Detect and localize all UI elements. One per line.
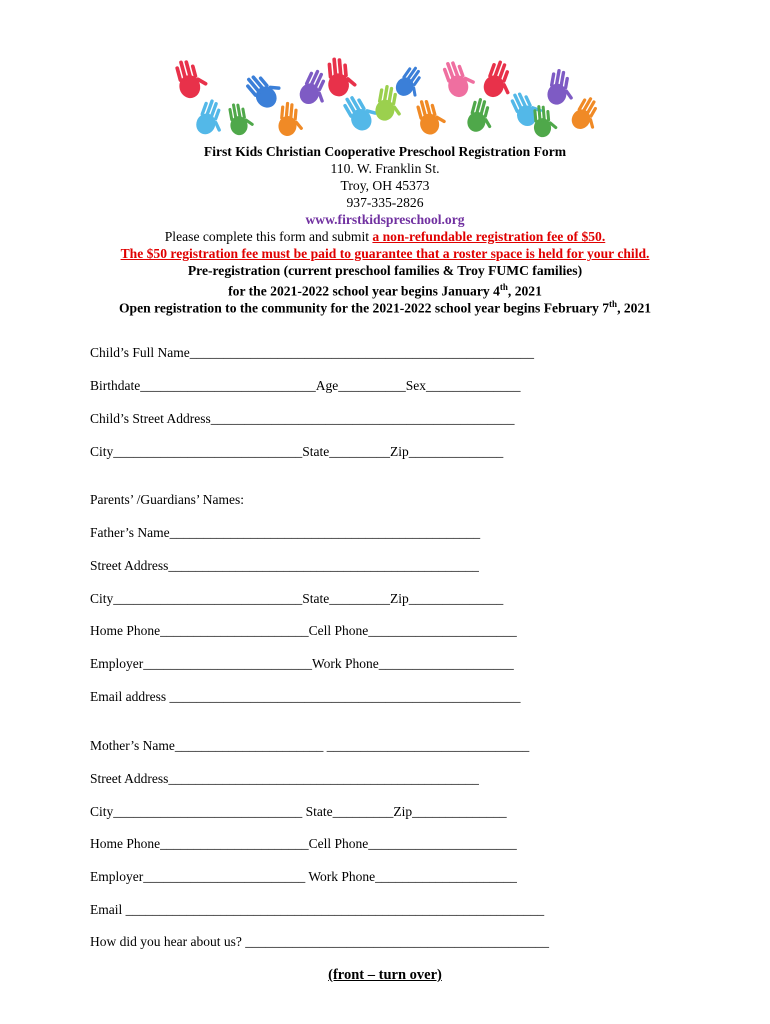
parents-heading: Parents’ /Guardians’ Names: xyxy=(90,492,244,507)
handprint-icon xyxy=(440,55,479,100)
open-registration-line xyxy=(0,296,770,317)
prereg-date-year: , 2021 xyxy=(507,283,542,299)
mother-name-field[interactable]: Mother’s Name______________________ ______________________________ xyxy=(90,738,530,753)
instructions-text: Please complete this form and submit xyxy=(164,229,373,244)
handprint-icon xyxy=(546,68,578,108)
father-city-state-zip-field[interactable]: City____________________________State_________Zip______________ xyxy=(90,591,504,606)
mother-street-address-field[interactable]: Street Address______________________________________________ xyxy=(90,771,479,786)
child-birthdate-age-sex-field[interactable]: Birthdate__________________________Age__________Sex______________ xyxy=(90,378,521,393)
open-reg-year: , 2021 xyxy=(617,300,652,316)
handprint-icon xyxy=(242,65,287,111)
mother-city-state-zip-field[interactable]: City____________________________ State_________Zip______________ xyxy=(90,804,507,819)
handprint-icon xyxy=(173,55,211,100)
mother-email-field[interactable]: Email ______________________________________________________________ xyxy=(90,902,545,917)
child-street-address-field[interactable]: Child’s Street Address_____________________________________________ xyxy=(90,411,515,426)
phone-number: 937-335-2826 xyxy=(346,195,424,210)
mother-employer-field[interactable]: Employer________________________ Work Phone_____________________ xyxy=(90,869,517,884)
turn-over-footer: (front – turn over) xyxy=(328,967,442,983)
father-name-field[interactable]: Father’s Name______________________________________________ xyxy=(90,525,481,540)
handprint-icon xyxy=(392,63,430,103)
open-reg-sup: th xyxy=(609,299,618,309)
preregistration-line-1: Pre-registration (current preschool families & Troy FUMC families) xyxy=(187,263,583,278)
father-phone-field[interactable]: Home Phone______________________Cell Phone______________________ xyxy=(90,623,517,638)
handprint-icon xyxy=(193,97,230,140)
fee-text: a non-refundable registration fee of $50. xyxy=(372,229,606,244)
handprint-icon xyxy=(278,101,306,137)
handprint-icon xyxy=(414,95,449,136)
referral-source-field[interactable]: How did you hear about us? _____________________________________________ xyxy=(90,934,549,949)
mother-phone-field[interactable]: Home Phone______________________Cell Phone______________________ xyxy=(90,836,517,851)
form-title: First Kids Christian Cooperative Preschool Registration Form xyxy=(203,144,567,159)
child-city-state-zip-field[interactable]: City____________________________State_________Zip______________ xyxy=(90,444,504,459)
handprint-icon xyxy=(227,100,256,136)
fee-notice: The $50 registration fee must be paid to guarantee that a roster space is held for your child. xyxy=(120,246,650,261)
handprint-icon xyxy=(465,96,498,135)
address-line-1: 110. W. Franklin St. xyxy=(330,161,440,176)
father-street-address-field[interactable]: Street Address______________________________________________ xyxy=(90,558,479,573)
child-full-name-field[interactable]: Child’s Full Name___________________________________________________ xyxy=(90,345,535,360)
website-link[interactable]: www.firstkidspreschool.org xyxy=(305,212,465,227)
instructions-line xyxy=(0,228,770,245)
handprint-icon xyxy=(568,94,607,136)
father-employer-field[interactable]: Employer_________________________Work Phone____________________ xyxy=(90,656,514,671)
handprints-banner xyxy=(160,48,612,140)
prereg-date-text: for the 2021-2022 school year begins January 4 xyxy=(228,283,500,299)
handprint-icon xyxy=(326,56,358,97)
prereg-date-sup: th xyxy=(499,282,508,292)
father-email-field[interactable]: Email address ____________________________________________________ xyxy=(90,689,521,704)
open-reg-text: Open registration to the community for the 2021-2022 school year begins February 7 xyxy=(118,300,610,316)
address-line-2: Troy, OH 45373 xyxy=(340,178,430,193)
